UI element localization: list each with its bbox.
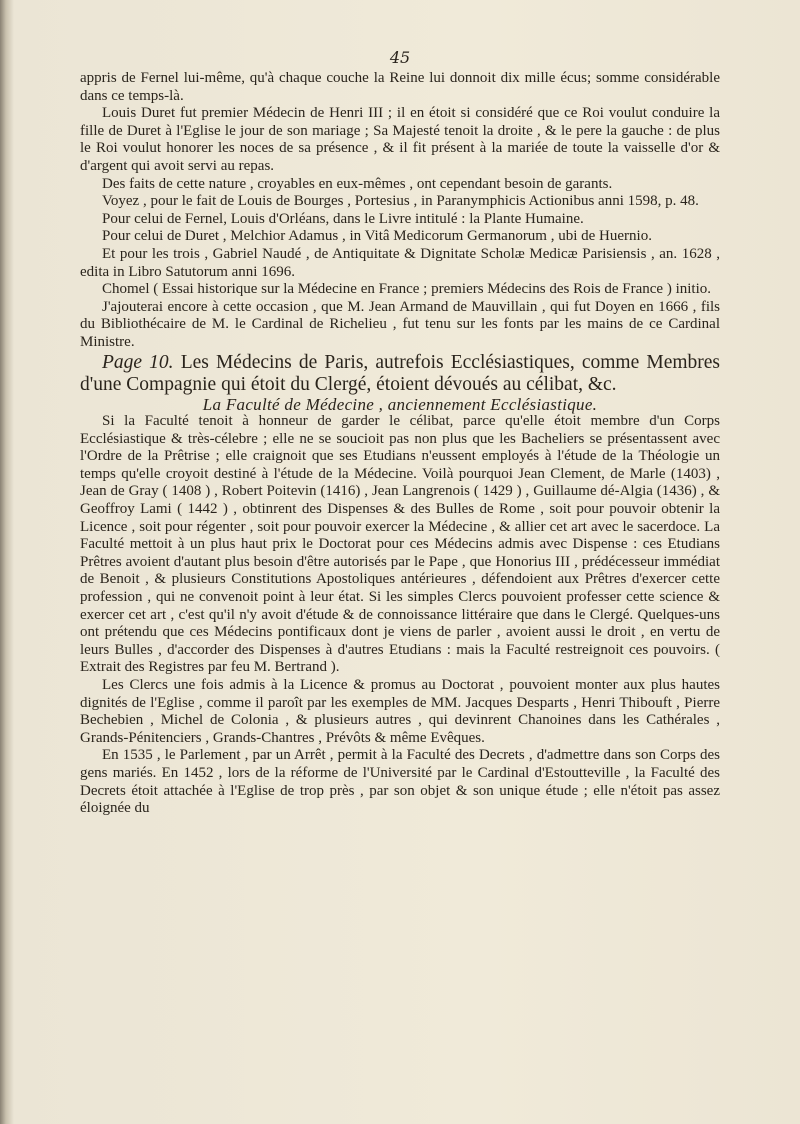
- paragraph: Et pour les trois , Gabriel Naudé , de Antiquitate & Dignitate Scholæ Medicæ Parisiensis , an. 1628 , edita in Libro Satutorum anni 1696.: [80, 245, 720, 280]
- section-heading-text: Les Médecins de Paris, autrefois Ecclésiastiques, comme Membres d'une Compagnie qui étoit du Clergé, étoient dévoués au célibat, &c.: [80, 351, 720, 395]
- page-number: 45: [389, 48, 411, 67]
- page-text: [80, 70, 720, 818]
- paragraph: Si la Faculté tenoit à honneur de garder le célibat, parce qu'elle étoit membre d'un Corps Ecclésiastique & très-célebre ; elle ne se soucioit pas non plus que les Bacheliers se présentassent avec l'Ordre de la Prêtrise ; elle craignoit que ses Etudians n'eussent employés à l'étude de la Théologie un temps qu'elle croyoit destiné à l'étude de la Médecine. Voilà pourquoi Jean Clement, de Marle (1403) , Jean de Gray ( 1408 ) , Robert Poitevin (1416) , Jean Langrenois ( 1429 ) , Guillaume dé-Algia (1436) , & Geoffroy Lami ( 1442 ) , obtinrent des Dispenses & des Bulles de Rome , soit pour pouvoir obtenir la Licence , soit pour régenter , soit pour pouvoir exercer la Médecine , & allier cet art avec le sacerdoce. La Faculté mettoit à un plus haut prix le Doctorat pour ces Médecins admis avec Dispense : ces Etudians Prêtres avoient d'autant plus besoin d'être autorisés par le Pape , que Honorius III , prédécesseur immédiat de Benoit , & plusieurs Constitutions Apostoliques antérieures , défendoient aux Prêtres d'exercer cette profession , qui ne convenoit point à leur état. Si les simples Clercs pouvoient professer cette science & exercer cet art , c'est qu'il n'y avoit d'étude & de connoissance littéraire que dans le Clergé. Quelques-uns ont prétendu que ces Médecins pontificaux dont je viens de parler , avoient aussi le droit , en vertu de leurs Bulles , d'accorder des Dispenses à d'autres Etudians : mais la Faculté restreignoit ces pouvoirs. ( Extrait des Registres par feu M. Bertrand ).: [80, 413, 720, 676]
- paragraph: Des faits de cette nature , croyables en eux-mêmes , ont cependant besoin de garants.: [102, 175, 613, 192]
- paragraph: Louis Duret fut premier Médecin de Henri III ; il en étoit si considéré que ce Roi voulut conduire la fille de Duret à l'Eglise le jour de son mariage ; Sa Majesté tenoit la droite , & le pere la gauche : de plus le Roi voulut honorer les noces de sa présence , & il fit présent à la mariée de toute la vaisselle d'or & d'argent qui avoit servi au repas.: [80, 105, 720, 174]
- paragraph: Les Clercs une fois admis à la Licence & promus au Doctorat , pouvoient monter aux plus hautes dignités de l'Eglise , comme il paroît par les exemples de MM. Jacques Desparts , Henri Thibouft , Pierre Bechebien , Michel de Colonia , & plusieurs autres , qui devinrent Chanoines dans les Cathérales , Grands-Pénitenciers , Grands-Chantres , Prévôts & même Evêques.: [80, 677, 720, 746]
- paragraph: En 1535 , le Parlement , par un Arrêt , permit à la Faculté des Decrets , d'admettre dans son Corps des gens mariés. En 1452 , lors de la réforme de l'Université par le Cardinal d'Estoutteville , la Faculté des Decrets étoit attachée à l'Eglise de trop près , par son objet & son unique étude ; elle n'étoit pas assez éloignée du: [80, 747, 720, 817]
- section-subtitle: La Faculté de Médecine , anciennement Ecclésiastique.: [202, 394, 598, 414]
- paragraph: J'ajouterai encore à cette occasion , que M. Jean Armand de Mauvillain , qui fut Doyen en 1666 , fils du Bibliothécaire de M. le Cardinal de Richelieu , fut tenu sur les fonts par les mains de ce Cardinal Ministre.: [80, 298, 720, 350]
- paragraph: Voyez , pour le fait de Louis de Bourges , Portesius , in Paranymphicis Actionibus anni 1598, p. 48.: [102, 193, 699, 210]
- paragraph: Pour celui de Duret , Melchior Adamus , in Vitâ Medicorum Germanorum , ubi de Huernio.: [102, 228, 652, 245]
- paragraph: appris de Fernel lui-même, qu'à chaque couche la Reine lui donnoit dix mille écus; somme considérable dans ce temps-là.: [80, 70, 720, 104]
- section-page-reference: Page 10.: [102, 351, 174, 373]
- paragraph: Chomel ( Essai historique sur la Médecine en France ; premiers Médecins des Rois de France ) initio.: [102, 281, 712, 298]
- section-heading: [80, 352, 720, 396]
- paragraph: Pour celui de Fernel, Louis d'Orléans, dans le Livre intitulé : la Plante Humaine.: [102, 210, 584, 227]
